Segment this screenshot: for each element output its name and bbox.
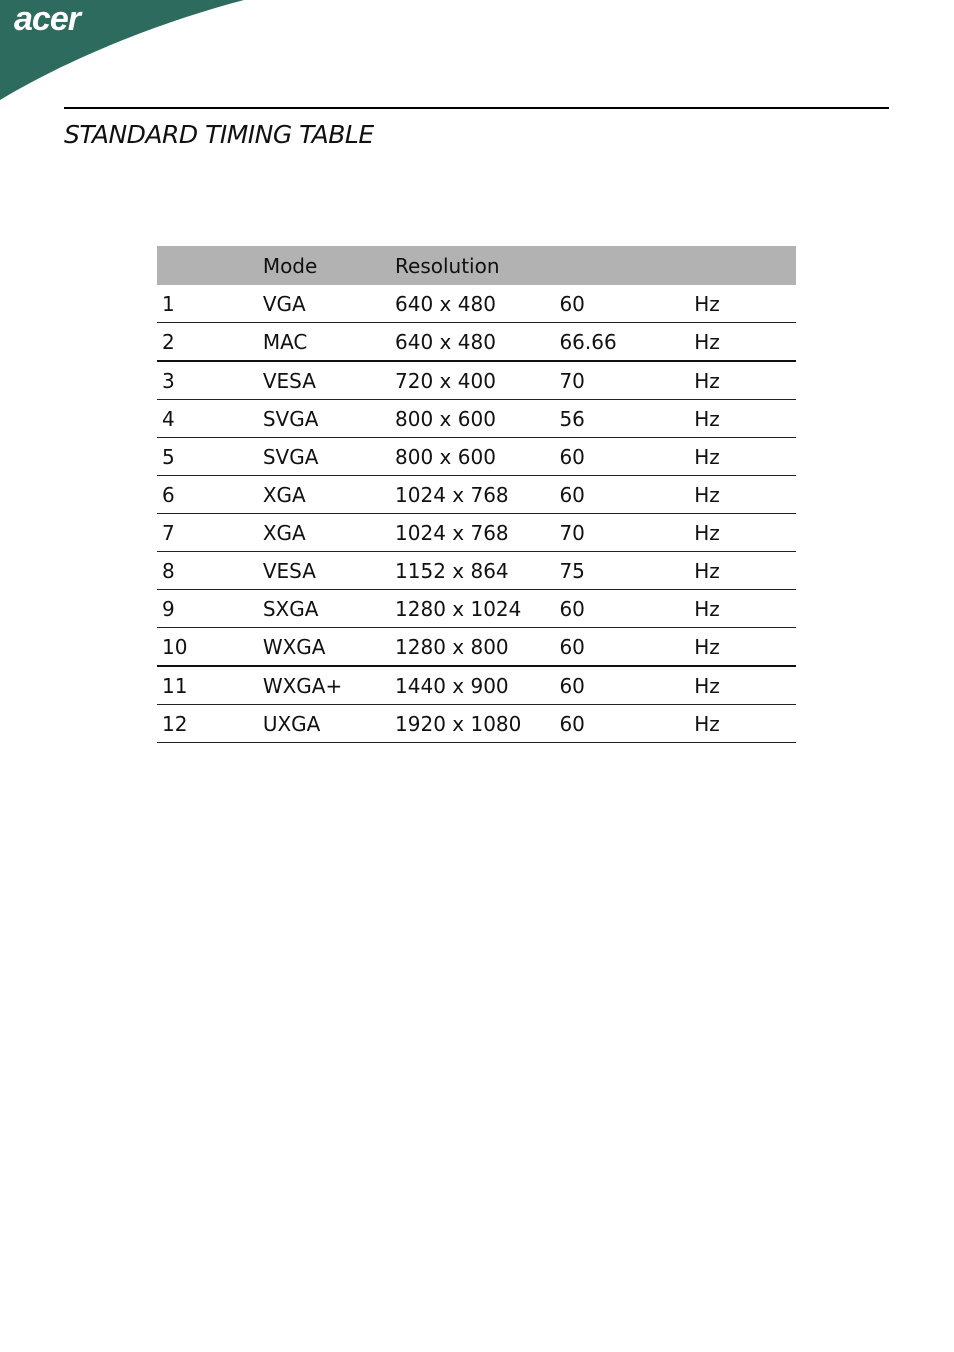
cell-unit: Hz [689,514,796,552]
table-row [157,285,796,323]
cell-mode: VGA [258,285,390,323]
cell-mode: SVGA [258,400,390,438]
cell-frequency: 60 [554,628,689,667]
cell-resolution: 1024 x 768 [390,514,554,552]
cell-unit: Hz [689,590,796,628]
cell-index: 3 [157,361,258,400]
cell-resolution: 1440 x 900 [390,666,554,705]
cell-resolution: 640 x 480 [390,285,554,323]
cell-frequency: 56 [554,400,689,438]
cell-index: 9 [157,590,258,628]
cell-resolution: 1024 x 768 [390,476,554,514]
cell-mode: SVGA [258,438,390,476]
page-title: STANDARD TIMING TABLE [64,120,374,149]
cell-unit: Hz [689,438,796,476]
cell-frequency: 66.66 [554,323,689,362]
table-row [157,666,796,705]
cell-unit: Hz [689,705,796,743]
column-header-frequency [554,246,689,285]
column-header-resolution: Resolution [390,246,554,285]
cell-unit: Hz [689,285,796,323]
cell-mode: WXGA+ [258,666,390,705]
cell-resolution: 720 x 400 [390,361,554,400]
column-header-mode: Mode [258,246,390,285]
table-row [157,590,796,628]
cell-index: 6 [157,476,258,514]
cell-frequency: 60 [554,285,689,323]
table-row [157,400,796,438]
cell-frequency: 60 [554,438,689,476]
cell-resolution: 1280 x 1024 [390,590,554,628]
cell-unit: Hz [689,628,796,667]
cell-mode: UXGA [258,705,390,743]
table-header-row [157,246,796,285]
cell-mode: XGA [258,476,390,514]
table-row [157,514,796,552]
cell-index: 12 [157,705,258,743]
cell-unit: Hz [689,323,796,362]
cell-resolution: 1280 x 800 [390,628,554,667]
column-header-index [157,246,258,285]
cell-resolution: 1152 x 864 [390,552,554,590]
cell-unit: Hz [689,361,796,400]
column-header-unit [689,246,796,285]
cell-frequency: 60 [554,666,689,705]
table-row [157,361,796,400]
table-row [157,323,796,362]
cell-mode: MAC [258,323,390,362]
cell-frequency: 60 [554,705,689,743]
cell-index: 10 [157,628,258,667]
cell-index: 1 [157,285,258,323]
cell-resolution: 1920 x 1080 [390,705,554,743]
cell-frequency: 60 [554,590,689,628]
cell-resolution: 640 x 480 [390,323,554,362]
brand-corner [0,0,260,110]
cell-mode: WXGA [258,628,390,667]
table-row [157,476,796,514]
cell-frequency: 70 [554,361,689,400]
cell-frequency: 75 [554,552,689,590]
cell-unit: Hz [689,666,796,705]
header-rule [64,107,889,109]
cell-unit: Hz [689,552,796,590]
table-row [157,552,796,590]
cell-index: 8 [157,552,258,590]
table-row [157,628,796,667]
table-row [157,705,796,743]
cell-index: 7 [157,514,258,552]
cell-mode: SXGA [258,590,390,628]
cell-mode: XGA [258,514,390,552]
cell-resolution: 800 x 600 [390,438,554,476]
cell-mode: VESA [258,361,390,400]
cell-index: 2 [157,323,258,362]
acer-logo: acer [14,0,80,38]
cell-frequency: 60 [554,476,689,514]
cell-resolution: 800 x 600 [390,400,554,438]
cell-unit: Hz [689,400,796,438]
cell-index: 4 [157,400,258,438]
standard-timing-table [157,246,796,743]
cell-mode: VESA [258,552,390,590]
cell-index: 11 [157,666,258,705]
cell-frequency: 70 [554,514,689,552]
cell-index: 5 [157,438,258,476]
table-row [157,438,796,476]
cell-unit: Hz [689,476,796,514]
